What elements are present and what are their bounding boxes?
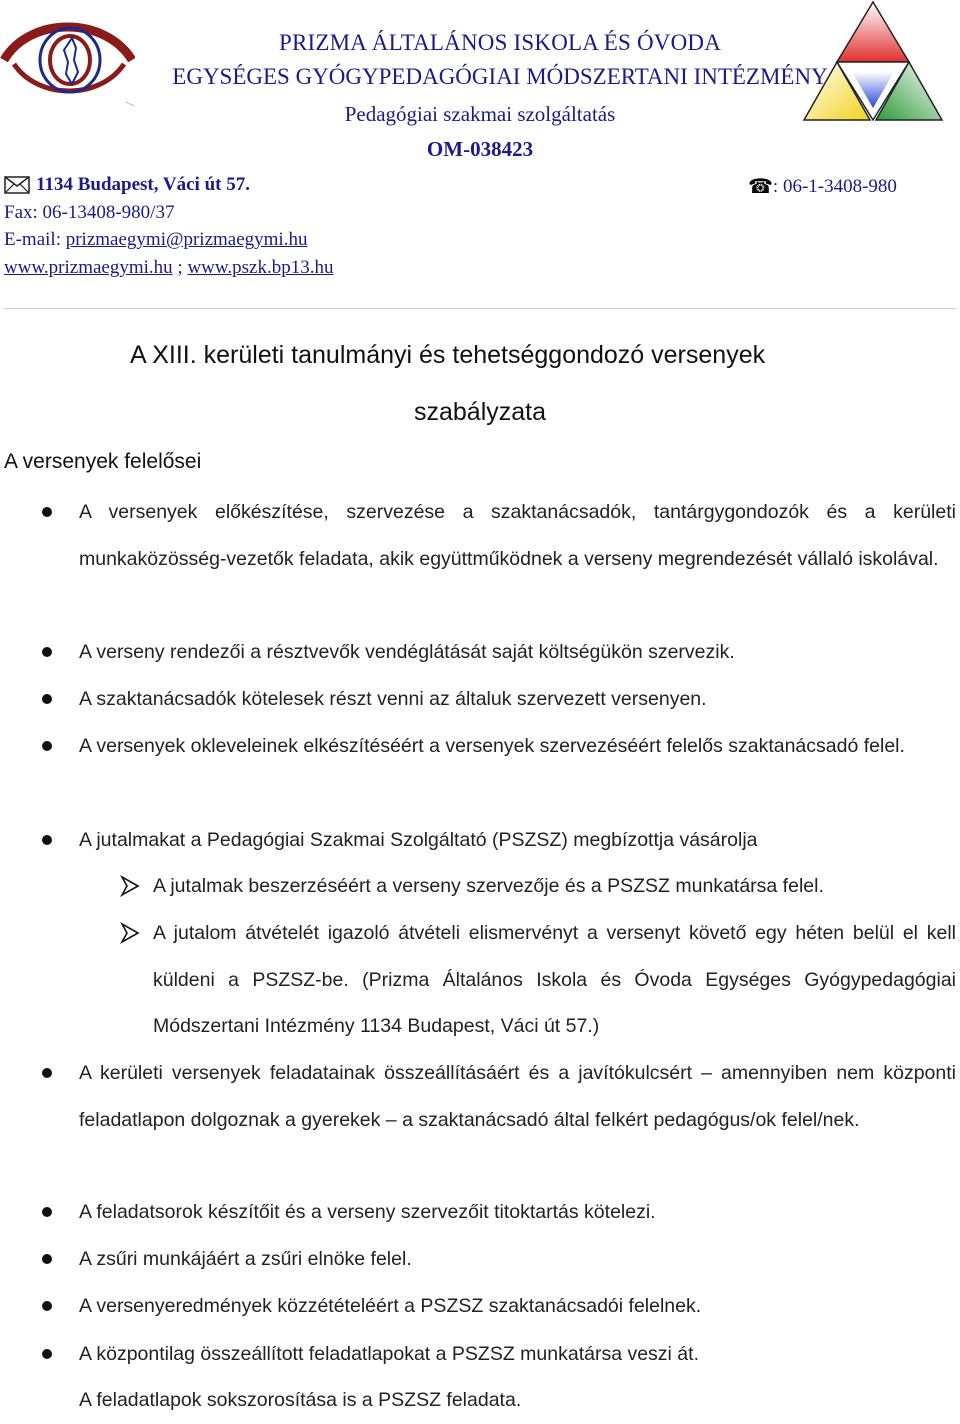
header-divider — [4, 308, 956, 309]
trailing-note: A feladatlapok sokszorosítása is a PSZSZ feladata. — [79, 1389, 522, 1411]
list-item: A versenyek előkészítése, szervezése a szaktanácsadók, tantárgygondozók és a kerületi munkaközösség-vezetők feladata, akik együttműködnek a verseny megrendezését vállaló iskolával. — [79, 501, 956, 570]
list-item: A jutalmakat a Pedagógiai Szakmai Szolgáltató (PSZSZ) megbízottja vásárolja — [79, 829, 758, 851]
bullet-icon — [42, 1301, 52, 1311]
fax-line: Fax: 06-13408-980/37 — [4, 202, 175, 223]
arrow-bullet-icon — [120, 875, 140, 897]
list-item: A verseny rendezői a résztvevők vendéglátását saját költségükön szervezik. — [79, 641, 735, 663]
telephone-icon: ☎ — [748, 176, 773, 198]
bullet-icon — [42, 1207, 52, 1217]
bullet-icon — [42, 1349, 52, 1359]
web-separator: ; — [172, 257, 188, 278]
bullet-icon — [42, 1068, 52, 1078]
list-item: A feladatsorok készítőit és a verseny szervezőit titoktartás kötelezi. — [79, 1201, 656, 1223]
bullet-icon — [42, 741, 52, 751]
envelope-icon — [4, 176, 30, 194]
section-heading: A versenyek felelősei — [4, 450, 202, 473]
bullet-icon — [42, 835, 52, 845]
address-line — [4, 174, 250, 196]
email-line — [4, 229, 307, 251]
website-link-2[interactable]: www.pszk.bp13.hu — [187, 257, 334, 278]
email-link[interactable]: prizmaegymi@prizmaegymi.hu — [65, 229, 308, 250]
bullet-icon — [42, 647, 52, 657]
document-title: A XIII. kerületi tanulmányi és tehetséggondozó versenyek — [130, 341, 766, 369]
list-item: A központilag összeállított feladatlapokat a PSZSZ munkatársa veszi át. — [79, 1343, 699, 1365]
sub-list-item: A jutalom átvételét igazoló átvételi elismervényt a versenyt követő egy héten belül el kell küldeni a PSZSZ-be. (Prizma Általános Iskola és Óvoda Egységes Gyógypedagógiai Módszertani Intézmény 1134 Budapest, Váci út 57.) — [153, 922, 956, 1037]
list-item: A zsűri munkájáért a zsűri elnöke felel. — [79, 1248, 412, 1270]
institution-subtitle: EGYSÉGES GYÓGYPEDAGÓGIAI MÓDSZERTANI INTÉZMÉNY — [172, 64, 828, 89]
bullet-icon — [42, 1254, 52, 1264]
institution-name: PRIZMA ÁLTALÁNOS ISKOLA ÉS ÓVODA — [278, 30, 722, 55]
bullet-icon — [42, 694, 52, 704]
website-link-1[interactable]: www.prizmaegymi.hu — [4, 257, 173, 278]
phone-line — [748, 174, 897, 199]
service-name: Pedagógiai szakmai szolgáltatás — [344, 102, 616, 126]
list-item: A versenyeredmények közzétételéért a PSZSZ szaktanácsadói felelnek. — [79, 1295, 702, 1317]
list-item: A szaktanácsadók kötelesek részt venni az általuk szervezett versenyen. — [79, 688, 707, 710]
phone-text: : 06-1-3408-980 — [772, 175, 897, 197]
document-subtitle: szabályzata — [413, 398, 547, 426]
address-text: 1134 Budapest, Váci út 57. — [36, 174, 250, 195]
sub-list-item: A jutalmak beszerzéséért a verseny szervezője és a PSZSZ munkatársa felel. — [153, 875, 824, 897]
list-item: A kerületi versenyek feladatainak összeállításáért és a javítókulcsért – amennyiben nem központi feladatlapon dolgoznak a gyerekek – a szaktanácsadó által felkért pedagógus/ok felel/nek. — [79, 1062, 956, 1131]
email-label: E-mail: — [4, 229, 66, 250]
web-line — [4, 257, 333, 279]
om-code: OM-038423 — [426, 137, 534, 161]
arrow-bullet-icon — [120, 922, 140, 944]
list-item: A versenyek okleveleinek elkészítéséért a versenyek szervezéséért felelős szaktanácsadó felel. — [79, 735, 905, 757]
bullet-icon — [42, 507, 52, 517]
eye-logo — [0, 8, 135, 108]
